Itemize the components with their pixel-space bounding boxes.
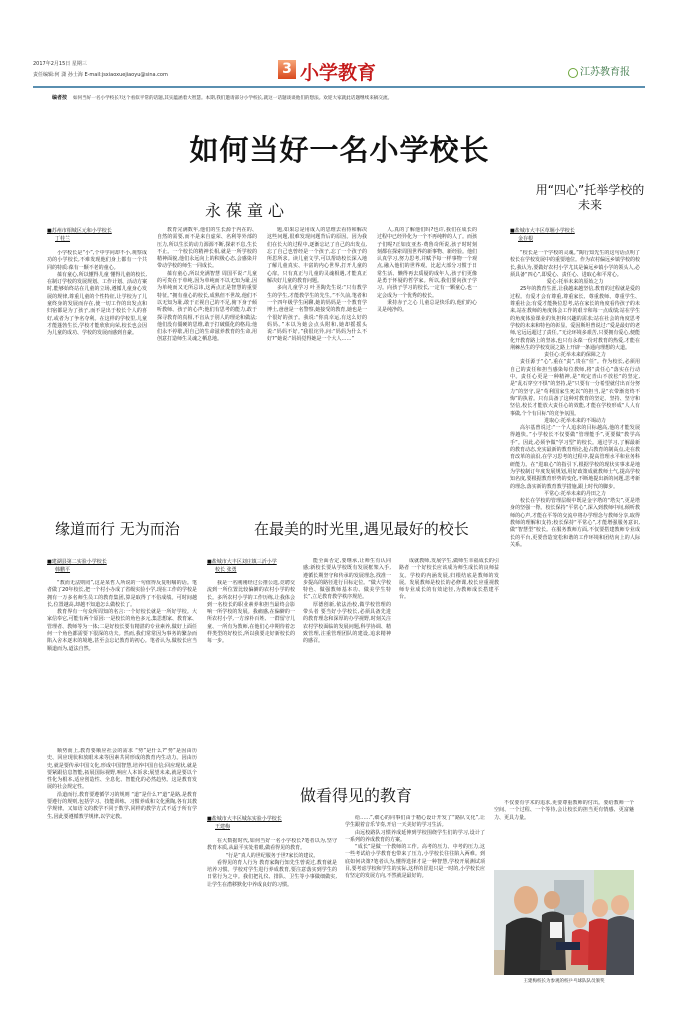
paragraph: 高尔基曾说过:“一个人追求的目标越高,他的才能发展得越快。”小学校长不仅要做“管理能手”,更要做“教学高手”。因此,必须争做“学习型”的校长。通过学习,了解最新的教育动态,充实最新的教育理论,抢占教育的制高点,走在教育改革的前沿,在学习思考的过程中,提高管理水平和业务科研能力。在“进取心”的指引下,根据学校的现状实事求是地为学校制订年度发展规划,用好政策成就教师士气,提高学校知名度,要根据教育形势的变化,不断地提出新的问题,思考新的理念,落实新的教育教学措施,跟上时代的脚步。	[510, 425, 640, 490]
article-column	[207, 580, 295, 760]
paragraph: “校长是一个学校的灵魂。”陶行知先生的这句话点明了校长在学校发展中的重要地位。作为农村偏远乡镇学校的校长,我认为,要做好农村小学尤其是偏远乡镇小学的领头人,必须具备“四心”,即爱心、责任心、进取心和平常心。	[510, 250, 640, 278]
article-column	[207, 838, 337, 1018]
paragraph: 25年的教育生涯,让我越来越坚信,教育的过程就是爱的过程。有爱才会有尊重,尊重家长、尊重教师、尊重学生、尊重社会;有爱才能换位思考,站在家长的角度看待孩子的未来,站在教师的角度体会工作的艰辛和每一点成绩;站在学生的角度体验课业的负担和兴趣的需求;站在社会的角度思考学校的未来和特色的彰显。爱因斯坦曾说过:“爱是最好的老师,它远远超过了责任。”无论环境多艰苦,只要拥有爱心,便能化开教育路上的坚冰,也只有永葆一份对教育的热爱,才能在荆棘丛生的学校发展之路上开辟一条通向理想的大道。	[510, 286, 640, 351]
paragraph: 人,真的了解他们吗?也许,我们在成长的过程中已经异化为一个不再纯粹的人了。而孩子们呢?正如皮亚杰·费鲁奇所说,孩子时时刻刻都在探索周围世界的新事物、新经验。他们认真学习,努力思考,并赋予每一样事物一个观点,融入他们的世界观。比起大部分习惯于日常生活、懒得再去质疑的成年人,孩子们更像是勇于怀疑的哲学家。所以,我们要向孩子学习。向孩子学习的校长,一定有一颗童心,也一定会成为一个优秀的校长。	[377, 227, 477, 299]
paragraph: 葆有童心,所以充满智慧 周国平说:“儿童的可贵在于单纯,因为单纯而不以无知为耻,因为单纯而又无所忌讳,这两点正是智慧的重要特征。”拥有童心的校长,成熟但不世故,他们不以无知为耻,敢于正视自己的不足,俯下身子倾听教师、孩子的心声;他们有思考的能力,敢于探寻教育的真相,不盲从于别人的理论和做法;他们没有僵硬的思维,敢于打破僵化的格局;他们永不停歇,用自己的生命滋养教育的生命,用创意打造师生灵魂之栖息地。	[157, 270, 257, 343]
article-title-5: 做看得见的教育	[300, 786, 413, 805]
paragraph: 看得见的育人行为 教育家陶行知先生曾说过,教育就是培养习惯。学校对学生进行养成教育,要注意落实到学生的日常行为之中。我们把礼仪、排队、卫生等小事做细做实,让学生在潜移默化中养成良好的习惯。	[207, 859, 337, 888]
newspaper-logo	[568, 63, 630, 78]
subheading: 进取心:托举未来的不竭动力	[544, 417, 606, 424]
article-column	[47, 748, 197, 848]
article-byline-5	[207, 815, 337, 831]
article-title-2: 用“四心”托举学校的未来	[535, 183, 645, 212]
article-column	[47, 580, 197, 745]
article-column	[399, 558, 499, 760]
subheading: “行是”真人的世纪服务于世?家长的建议。	[225, 852, 319, 859]
article-column	[267, 227, 367, 490]
article-byline-2	[510, 227, 640, 243]
article-column	[377, 227, 477, 490]
paragraph: 葆有童心,所以懂得儿童 懂得儿童的校长,在制订学校的发展规划、工作计划、活动方案时,能够始终站在儿童的立场,遵循儿童身心发展的规律,尊重儿童的个性特征,让学校为了儿童终身的发展而存在,使一切工作的出发点和归宿都是为了孩子,而不是出于校长个人的喜好,或者为了争名夺利。在这样的学校里,儿童才能蓬勃生长,学校才能欣欣向荣,校长也会因为儿童的成功、学校的发展而感到自豪。	[47, 271, 147, 337]
article-byline-1	[47, 227, 147, 243]
byline-org: ■盐城市大丰区草堰小学校长	[510, 228, 575, 234]
paragraph: 校长在学校的管理层级中既是金字塔的“塔尖”,更是塔身的坚强一脊。校长保持“平常心”,深入到教师中间,倾听教师的心声,才能在平等的交流中将办学理念与教师分享,取得教师的理解和支持;校长保持“平常心”,才能增强服务意识,做“智慧型”校长。在服务教师方面,不仅要搭建教师专业成长的平台,更要营造宽松和谐的工作环境和团结向上的人际关系。	[510, 498, 640, 548]
article-byline-3	[47, 558, 197, 574]
main-title: 如何当好一名小学校长	[189, 133, 490, 167]
article-column	[494, 800, 634, 860]
paragraph: 厚德创新,依法治校,做学校管理的带头者 要当好小学校长,必须具备先进的教育理念和深厚的办学视野,时刻关注农村学校面临的发展问题,科学协调、精致管理,注重管理团队的建设,追求精神的感召。	[303, 601, 391, 645]
editor-note-label: 编者按	[52, 95, 68, 101]
article-title-1: 永葆童心	[205, 201, 290, 220]
logo-text: 江苏教育报	[580, 67, 630, 78]
paragraph: 责任源于“心”,重在“责”,贵在“任”。作为校长,必须用自己的责任和担当感染每位教师,将“责任心”落实在行动中。责任心更是一种精神,是“咬定青山不放松”的坚定,是“乱石穿空不惧”的坚持,是“只要有一分希望就付出百分努力”的坚守,是“苟利国家生死以”的担当,是“衣带渐宽终不悔”的执着。只有具备了这种对教育的坚定、坚持、坚守和坚信,校长才能放大责任心的效能,才能在学校形成“人人有事做,个个有目标”的竞争氛围。	[510, 359, 640, 417]
paragraph: 秉持赤子之心 儿童总是快乐的,他们的心灵是纯净的。	[377, 299, 477, 314]
byline-name: 丁桂兰	[55, 236, 71, 242]
byline-org: ■建湖县第二实验小学校长	[47, 559, 107, 565]
article-column	[47, 250, 147, 490]
byline-name: 校长 张勇	[215, 567, 237, 573]
editor-note-text: 如何当好一名小学校长?这个看似平常的话题,其实蕴涵着大智慧。本期,我们邀请部分小学校长,就这一话题谈谈他们的想法。欢迎大家就此话题继续来稿交流。	[73, 96, 393, 101]
subheading: 爱心:托举未来的原始之力	[546, 279, 604, 286]
article-photo	[494, 870, 634, 975]
byline-name: 王建梅	[215, 824, 231, 830]
paragraph: 我是一名刚刚经过公推公选,竞聘交流到一所位置比较偏僻的农村小学的校长。多所农村小学的工作历练,让我体会到一名校长的职业素养和担当最终会影响一所学校的发展。我痛感,在偏僻的一所农村小学,一方淳朴百姓、一群留守儿童、一所有为教师,在他们心中期待着怎样类型的好校长,所以我要走好新校长的每一步。	[207, 580, 295, 645]
article-byline-4	[207, 558, 295, 574]
article-column	[157, 227, 257, 490]
paragraph: 教育完满数年,他们的生长源于内在的、自然的需要,而不是来自虚荣、名利等外部的压力,所以生长的动力源源不断,探索不息,生长不止。一个校长的精神长相,就是一所学校的精神面貌,他们永远向上的积极心态,会感染并带动学校的师生一同成长。	[157, 227, 257, 270]
paragraph: 给……”,细心的同事们由于精心设计开发了“路队文化”,让学生跟着音乐节奏,开启一天美好的学习生活。	[345, 815, 485, 829]
article-column	[303, 558, 391, 760]
byline-org: ■盐城市大丰区城东实验小学校长	[207, 816, 282, 822]
section-title: 小学教育	[300, 62, 377, 84]
paragraph: 不仅要有学术的追求,更要尊重教师的付出。要给教师一个空间、一个过程、一个等待,会让校长的担当更有情感、更富魅力、更具力量。	[494, 800, 634, 821]
editor-info: 责任编辑:何 潇 孙士海 E-mail:jsxiaoxuejiaoyu@sina.com	[33, 72, 168, 78]
logo-icon	[568, 68, 578, 78]
paragraph: 题,如果总是用成人的思维去看待和解决这些问题,很难发现问题背后的原因。因为我们在长大的过程中,逐渐忘记了自己的出发点,忘了自己也曾经是一个孩子,忘了一个孩子的所思所求。读儿童文学,可以帮助校长深入地了解儿童真实、丰富的内心世界,打开儿童的心扉。只有真正与儿童的灵魂相遇,才能真正解决好儿童的教育问题。	[267, 227, 367, 285]
byline-org: ■苏州市相城区元和小学校长	[47, 228, 112, 234]
photo-caption: 王建梅校长为参观的校乒乓球队队员颁奖	[523, 979, 605, 984]
paragraph: 教育界有一句众所周知的名言:一个好校长就是一所好学校。大家信奉它,可能有两个原因:一是校长的角色多元,集思想家、教育家、管理者、教师等为一体;二是好校长要有精湛的专业素养,做好上面任何一个角色都需要下很深的功夫。然而,我们常常因为事务的繁杂而陷入舍本逐末的境地,甚至会忘记教育的初心。笔者认为,做校长应当顺道而为,道法自然。	[47, 609, 197, 652]
subheading: 平常心:托举未来的丹田之力	[544, 490, 606, 497]
byline-org: ■盐城市大丰区刘庄镇三沂小学	[207, 559, 277, 565]
article-column	[345, 815, 485, 1018]
paragraph: 沿道而行,教育要遵循学习的规则 “道”是什么?“道”是路,是教育要遵行的规则,包括学习、技能训练、习惯养成和文化熏陶,各有其教学规律。又如语文的教学不同于数学,同样的教学方式不适于所有学生,因此要遵循教学规律,以学定教。	[47, 791, 197, 820]
paragraph: 多向儿童学习 叶圣陶先生说:“只有教学生的学生,才能教学生的先生。”不久前,笔者和一个四年级学生闲聊,她的妈妈是一个教育学博士,爸爸是一名警察,她接受的教育,她也是一个很好的孩子。我说:“你真幸运,有这么好的妈妈。”本以为她会点头附和,她却摇摇头说:“妈妈不好。”我很诧异,问:“妈妈为什么不好?”她说:“妈妈觉得她是一个大人……”	[267, 285, 367, 343]
photo-illustration	[494, 870, 634, 975]
section-number: 3	[278, 60, 296, 79]
paragraph: “教而无法则罔”,这是某哲人所说的一句值得反复咀嚼的话。笔者做了20年校长,把一个村小办成了省级实验小学,现在工作的学校是拥有一万多名师生员工的教育集团,算是取得了不俗成绩。可时间越长,位置越高,却越不知道怎么做校长了。	[47, 580, 197, 608]
paragraph: “成长”是做一个教师的工作。高考的压力、中考的压力,这一些考试给小学教育也带来了压力,小学校长往往陷入两难。到底如何决策?笔者认为,懂得选择才是一种智慧,学校开展测试项目,要考虑学校和学生的实际,这样的冒进只是一时的,小学校长应有坚定的发展方向,不然就是最好的。	[345, 844, 485, 880]
article-title-4: 在最美的时光里,遇见最好的校长	[254, 520, 469, 538]
subheading: 责任心:托举未来的保障之力	[544, 352, 606, 359]
header-rule	[33, 86, 645, 88]
article-title-3: 缘道而行 无为而治	[55, 520, 180, 538]
paragraph: 由远校路队习惯养成延伸到学校围绕学生们的学习,设计了一系列的养成教育的方案。	[345, 829, 485, 843]
article-column	[510, 250, 640, 740]
paragraph: 小学校长是“小”,个中学问却不小,观察成功的小学校长,不难发现他们身上都有一个共同的特质:葆有一颗不老的童心。	[47, 250, 147, 271]
byline-name: 金存根	[518, 236, 534, 242]
issue-date: 2017年2月15日 星期三	[33, 61, 87, 67]
byline-name: 韩鹏平	[55, 567, 71, 573]
paragraph: 顺势而上,教育要顺应社会的需求 “势”是什么?“势”是因由历史、回应现状和放眼未来等因素共同形成的教育内生动力。因由历史,就是要传承中国文化,形成中国智慧,培养中国自信;回应现状,就是要紧跟信息智能,拓展国际视野,响应人本诉求;展望未来,就是要以个性化为根本,适应创造性、全息化、智能化的必然趋势。这是教育发展的社会规定性。	[47, 748, 197, 791]
paragraph: 能全面否定,要继承,让师生有认同感;新校长要从学校既有发展框架入手,遵循长期坚守和传承的发展理念,找准一步提高的路径进行目标定位。“做大学校特色、做强教师基本功、做美学生特长”,立足教育教学秩序规范。	[303, 558, 391, 601]
editor-note	[52, 94, 392, 101]
paragraph: 成就教师,发展学生,做师生幸福成长的引路者 一个好校长应该成为师生成长的良师益友。学校的内涵发展,归根结底是教师的发展。发展教师是校长的必修课,校长应重视教师专业成长的有效途径,为教师成长搭建平台。	[399, 558, 499, 601]
paragraph: 在大数据时代,如何当好一名小学校长?笔者以为,坚守教育本质,从最平实处着眼,做看得见的教育。	[207, 838, 337, 852]
